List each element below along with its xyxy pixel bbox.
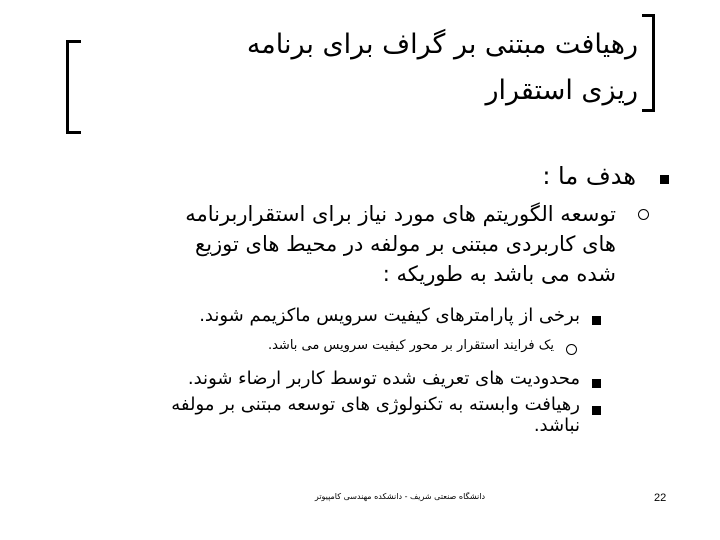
title-line-1: رهیافت مبتنی بر گراف برای برنامه xyxy=(246,29,638,60)
goal-description xyxy=(56,199,616,289)
bullet-independence xyxy=(20,394,580,436)
bullet-constraints: محدودیت های تعریف شده توسط کاربر ارضاء شوند. xyxy=(187,368,580,389)
bullet-square-icon xyxy=(592,316,601,325)
goal-line-2: های کاربردی مبتنی بر مولفه در محیط های توزیع xyxy=(195,232,616,256)
goal-heading: هدف ما : xyxy=(542,162,636,190)
bullet-circle-icon xyxy=(566,344,577,355)
goal-line-1: توسعه الگوریتم های مورد نیاز برای استقراربرنامه xyxy=(185,202,616,226)
bullet-square-icon xyxy=(592,406,601,415)
goal-line-3: شده می باشد به طوریکه : xyxy=(382,262,616,286)
title-line-2: ریزی استقرار xyxy=(485,75,638,106)
sub-bullet-qos: یک فرایند استقرار بر محور کیفیت سرویس می باشد. xyxy=(267,338,554,353)
bullet-independence-line-2: نباشد. xyxy=(533,415,580,436)
slide-title xyxy=(118,22,638,114)
bullet-qos-max: برخی از پارامترهای کیفیت سرویس ماکزیمم شوند. xyxy=(199,305,580,326)
bullet-square-icon xyxy=(660,175,669,184)
title-right-bracket xyxy=(642,14,655,112)
footer: دانشگاه صنعتی شریف - دانشکده مهندسی کامپیوتر xyxy=(314,492,486,501)
title-left-bracket xyxy=(66,40,81,134)
bullet-independence-line-1: رهیافت وابسته به تکنولوژی های توسعه مبتنی بر مولفه xyxy=(171,394,580,415)
page-number: 22 xyxy=(654,492,667,504)
bullet-circle-icon xyxy=(638,209,649,220)
bullet-square-icon xyxy=(592,379,601,388)
